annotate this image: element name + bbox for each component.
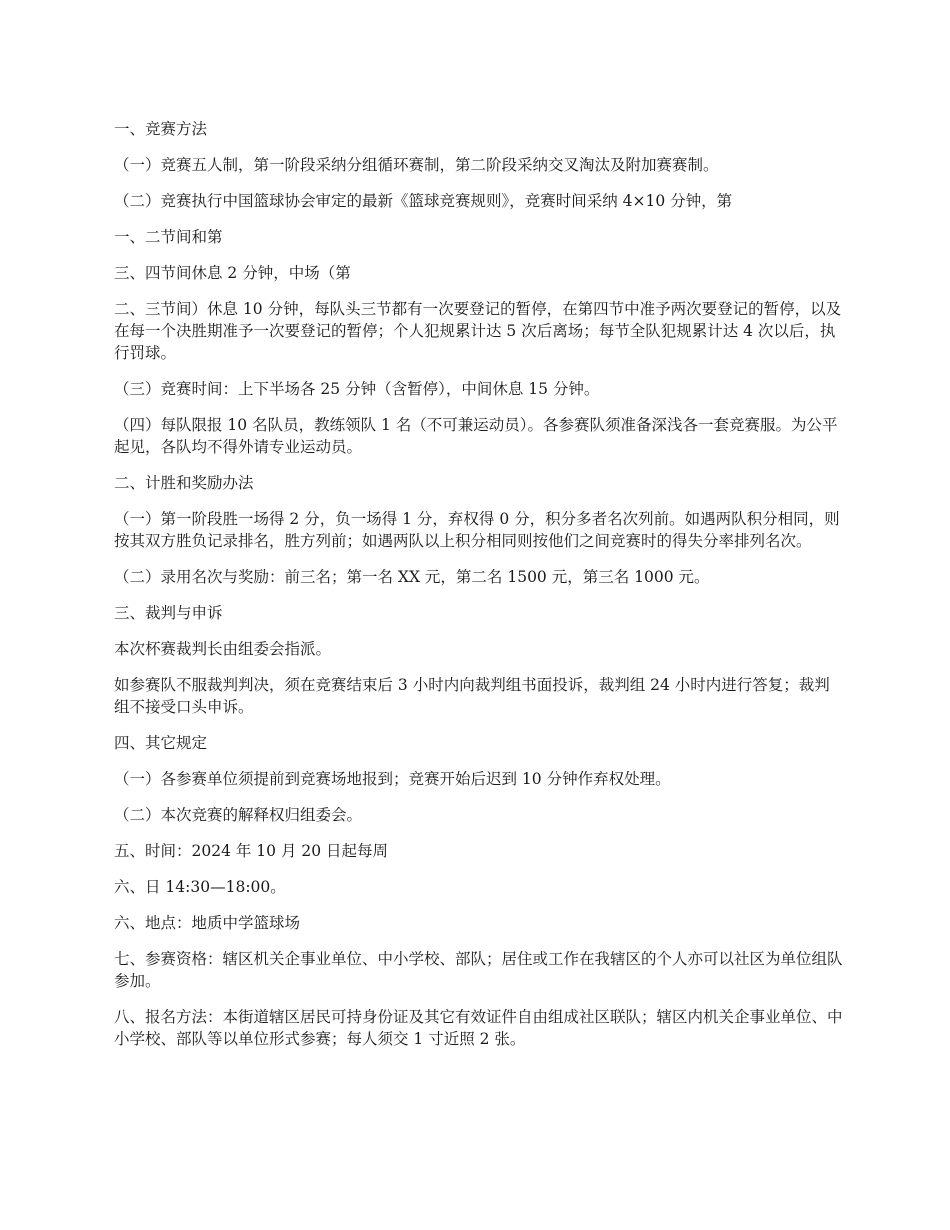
paragraph-interpretation: （二）本次竞赛的解释权归组委会。 xyxy=(114,806,363,824)
paragraph-rules-and-time: （二）竞赛执行中国篮球协会审定的最新《篮球竞赛规则》，竞赛时间采纳 4×10 分钟，第 xyxy=(114,192,733,210)
paragraph-appeal: 如参赛队不服裁判判决，须在竞赛结束后 3 小时内向裁判组书面投诉，裁判组 24 小时内进行答复；裁判组不接受口头申诉。 xyxy=(114,676,830,716)
section-heading-other-rules: 四、其它规定 xyxy=(114,734,208,752)
section-heading-competition-method: 一、竞赛方法 xyxy=(114,120,208,138)
paragraph-awards: （二）录用名次与奖励：前三名；第一名 XX 元，第二名 1500 元，第三名 1000 元。 xyxy=(114,568,710,586)
paragraph-chief-referee: 本次杯赛裁判长由组委会指派。 xyxy=(114,640,332,658)
paragraph-game-time: （三）竞赛时间：上下半场各 25 分钟（含暂停），中间休息 15 分钟。 xyxy=(114,380,600,398)
section-heading-referee-appeal: 三、裁判与申诉 xyxy=(114,604,223,622)
document-body xyxy=(114,118,844,1064)
paragraph-location: 六、地点：地质中学篮球场 xyxy=(114,914,301,932)
paragraph-competition-format: （一）竞赛五人制，第一阶段采纳分组循环赛制，第二阶段采纳交叉淘汰及附加赛赛制。 xyxy=(114,156,719,174)
paragraph-time: 五、时间：2024 年 10 月 20 日起每周 xyxy=(114,842,389,860)
paragraph-timeouts-and-fouls: 二、三节间）休息 10 分钟，每队头三节都有一次要登记的暂停，在第四节中准予两次要登记的暂停，以及在每一个决胜期准予一次要登记的暂停；个人犯规累计达 5 次后离场；每节全队犯规累计达 4 次以后，执行罚球。 xyxy=(114,300,842,362)
paragraph-check-in: （一）各参赛单位须提前到竞赛场地报到；竞赛开始后迟到 10 分钟作弃权处理。 xyxy=(114,770,671,788)
paragraph-fragment-2: 三、四节间休息 2 分钟，中场（第 xyxy=(114,264,351,282)
section-heading-scoring-awards: 二、计胜和奖励办法 xyxy=(114,474,254,492)
paragraph-time-hours: 六、日 14:30—18:00。 xyxy=(114,878,286,896)
paragraph-fragment-1: 一、二节间和第 xyxy=(114,228,223,246)
paragraph-registration: 八、报名方法：本街道辖区居民可持身份证及其它有效证件自由组成社区联队；辖区内机关企事业单位、中小学校、部队等以单位形式参赛；每人须交 1 寸近照 2 张。 xyxy=(114,1008,843,1048)
paragraph-team-roster: （四）每队限报 10 名队员，教练领队 1 名（不可兼运动员）。各参赛队须准备深浅各一套竞赛服。为公平起见，各队均不得外请专业运动员。 xyxy=(114,416,838,456)
paragraph-scoring-rules: （一）第一阶段胜一场得 2 分，负一场得 1 分，弃权得 0 分，积分多者名次列前。如遇两队积分相同，则按其双方胜负记录排名，胜方列前；如遇两队以上积分相同则按他们之间竞赛时的得失分率排列名次。 xyxy=(114,510,840,550)
paragraph-eligibility: 七、参赛资格：辖区机关企事业单位、中小学校、部队；居住或工作在我辖区的个人亦可以社区为单位组队参加。 xyxy=(114,950,843,990)
